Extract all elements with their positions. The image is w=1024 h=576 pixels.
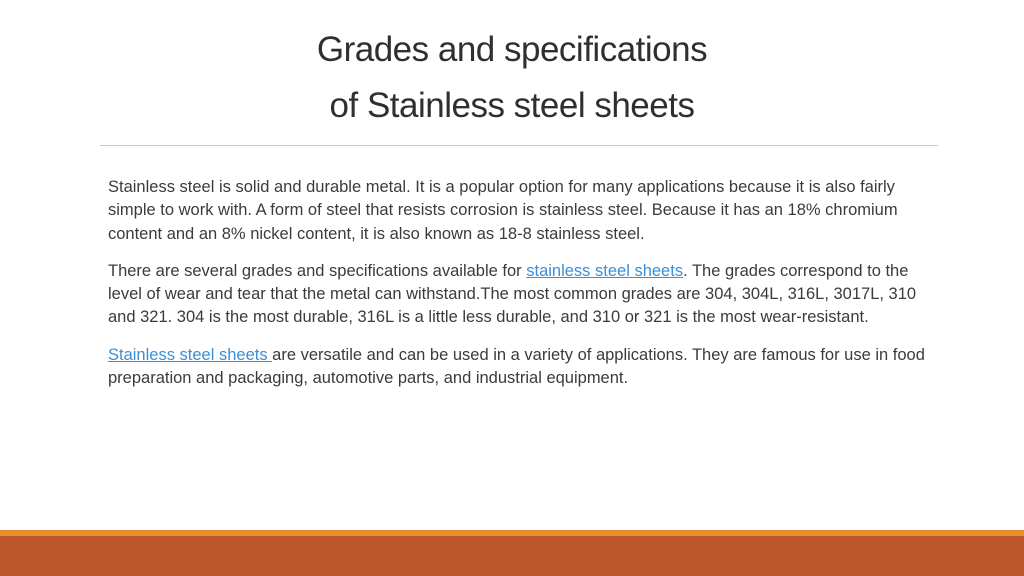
slide-title-line-1: Grades and specifications (316, 30, 708, 69)
slide-title-line-2: of Stainless steel sheets (329, 86, 695, 125)
paragraph-applications-text: are versatile and can be used in a variety of applications. They are famous for use in food preparation and packaging, automotive parts, and industrial equipment. (108, 345, 925, 388)
slide-title (0, 22, 1024, 134)
stainless-steel-sheets-link[interactable]: stainless steel sheets (526, 261, 684, 280)
title-divider (100, 145, 938, 146)
footer-bar (0, 536, 1024, 576)
slide-body (108, 176, 944, 404)
paragraph-grades-text-start: There are several grades and specifications available for (108, 261, 527, 280)
stainless-steel-sheets-link-2[interactable]: Stainless steel sheets (108, 345, 273, 364)
paragraph-intro: Stainless steel is solid and durable metal. It is a popular option for many applications because it is also fairly simple to work with. A form of steel that resists corrosion is stainless steel. Because it has an 18% chromium content and an 8% nickel content, it is also known as 18-8 stainless steel. (108, 178, 898, 243)
paragraph-applications (108, 344, 944, 391)
paragraph-grades (108, 260, 944, 330)
paragraph-grades-text-end: . The grades correspond to the level of wear and tear that the metal can withstand.The most common grades are 304, 304L, 316L, 3017L, 310 and 321. 304 is the most durable, 316L is a little less durable, and 310 or 321 is the most wear-resistant. (108, 261, 917, 327)
